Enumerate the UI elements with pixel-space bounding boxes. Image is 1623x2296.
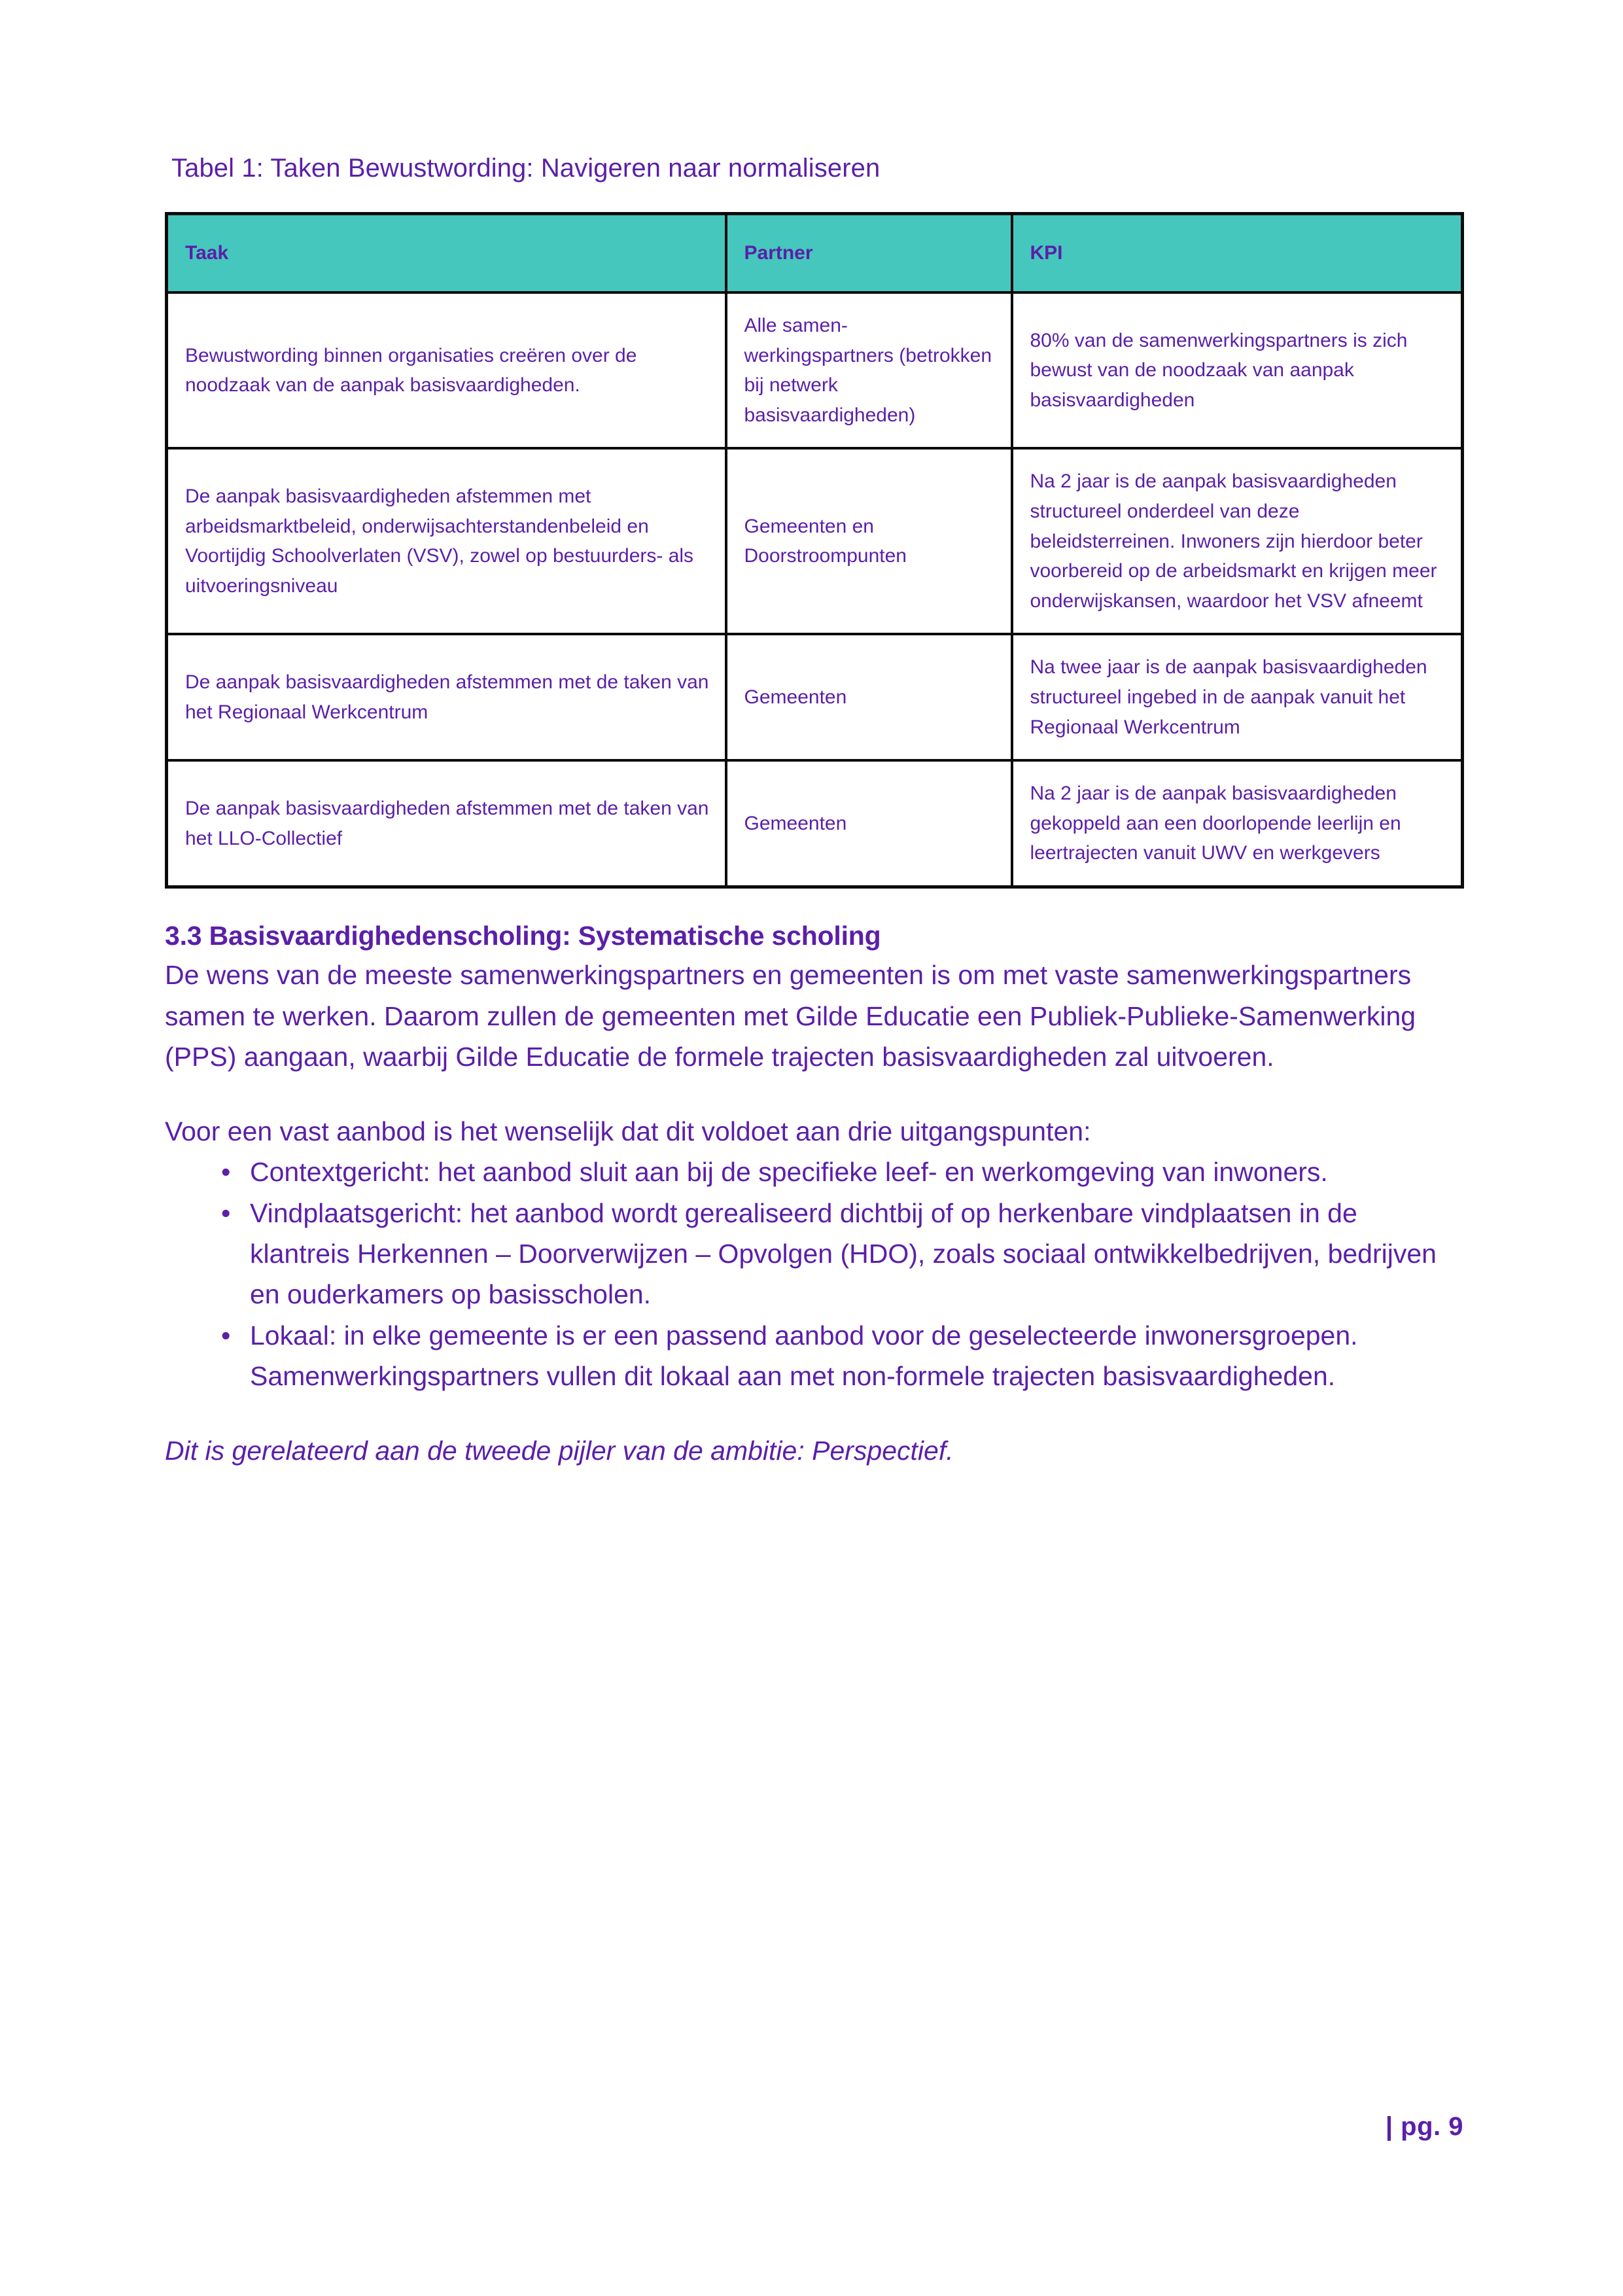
cell-kpi: 80% van de samenwerkingspartners is zich bewust van de noodzaak van aanpak basisvaardigheden: [1012, 292, 1463, 448]
column-header-partner: Partner: [726, 214, 1012, 293]
list-item: [221, 1193, 1463, 1315]
table-wrapper: [165, 212, 1461, 889]
list-item: [221, 1152, 1463, 1192]
taken-bewustwording-table: [165, 212, 1464, 889]
uitgangspunten-list: [165, 1152, 1463, 1396]
cell-taak: De aanpak basisvaardigheden afstemmen met arbeidsmarktbeleid, onderwijsachterstandenbeleid en Voortijdig Schoolverlaten (VSV), zowel op bestuurders- als uitvoeringsniveau: [167, 448, 726, 634]
cell-kpi: Na twee jaar is de aanpak basisvaardigheden structureel ingebed in de aanpak vanuit het Regionaal Werkcentrum: [1012, 634, 1463, 760]
bullet-icon: •: [221, 1197, 231, 1228]
cell-kpi: Na 2 jaar is de aanpak basisvaardigheden structureel onderdeel van deze beleidsterreinen. Inwoners zijn hierdoor beter voorbereid op de arbeidsmarkt en krijgen meer onderwijskansen, waardoor het VSV afneemt: [1012, 448, 1463, 634]
list-item: [221, 1315, 1463, 1397]
cell-taak: Bewustwording binnen organisaties creëren over de noodzaak van de aanpak basisvaardigheden.: [167, 292, 726, 448]
cell-partner: Alle samen-werkingspartners (betrokken bij netwerk basisvaardigheden): [726, 292, 1012, 448]
bullet-icon: •: [221, 1157, 231, 1188]
cell-partner: Gemeenten: [726, 760, 1012, 887]
list-item-text: Contextgericht: het aanbod sluit aan bij de specifieke leef- en werkomgeving van inwoners.: [250, 1157, 1328, 1188]
paragraph-uitgangspunten-lead: Voor een vast aanbod is het wenselijk dat dit voldoet aan drie uitgangspunten:: [165, 1116, 1091, 1147]
cell-taak: De aanpak basisvaardigheden afstemmen met de taken van het Regionaal Werkcentrum: [167, 634, 726, 760]
table-body: [167, 292, 1463, 887]
page-footer: | pg. 9: [1385, 2112, 1463, 2141]
table-row: [167, 292, 1463, 448]
table-row: [167, 760, 1463, 887]
table-caption: Tabel 1: Taken Bewustwording: Navigeren naar normaliseren: [171, 154, 881, 183]
column-header-taak: Taak: [167, 214, 726, 293]
table-header: [167, 214, 1463, 293]
related-pillar-note: Dit is gerelateerd aan de tweede pijler van de ambitie: Perspectief.: [165, 1436, 954, 1466]
bullet-icon: •: [221, 1320, 231, 1351]
table-row: [167, 634, 1463, 760]
cell-partner: Gemeenten en Doorstroompunten: [726, 448, 1012, 634]
table-header-row: [167, 214, 1463, 293]
list-item-text: Vindplaatsgericht: het aanbod wordt gerealiseerd dichtbij of op herkenbare vindplaatsen in de klantreis Herkennen – Doorverwijzen – Opvolgen (HDO), zoals sociaal ontwikkelbedrijven, bedrijven en ouderkamers op basisscholen.: [250, 1197, 1437, 1310]
cell-taak: De aanpak basisvaardigheden afstemmen met de taken van het LLO-Collectief: [167, 760, 726, 887]
column-header-kpi: KPI: [1012, 214, 1463, 293]
page-content: [165, 152, 1463, 1472]
list-item-text: Lokaal: in elke gemeente is er een passend aanbod voor de geselecteerde inwonersgroepen. Samenwerkingspartners vullen dit lokaal aan met non-formele trajecten basisvaardigheden.: [250, 1320, 1358, 1392]
table-row: [167, 448, 1463, 634]
section-heading-3-3: 3.3 Basisvaardighedenscholing: Systematische scholing: [165, 920, 881, 951]
cell-kpi: Na 2 jaar is de aanpak basisvaardigheden gekoppeld aan een doorlopende leerlijn en leertrajecten vanuit UWV en werkgevers: [1012, 760, 1463, 887]
paragraph-intro: De wens van de meeste samenwerkingspartners en gemeenten is om met vaste samenwerkingspartners samen te werken. Daarom zullen de gemeenten met Gilde Educatie een Publiek-Publieke-Samenwerking (PPS) aangaan, waarbij Gilde Educatie de formele trajecten basisvaardigheden zal uitvoeren.: [165, 960, 1416, 1072]
cell-partner: Gemeenten: [726, 634, 1012, 760]
